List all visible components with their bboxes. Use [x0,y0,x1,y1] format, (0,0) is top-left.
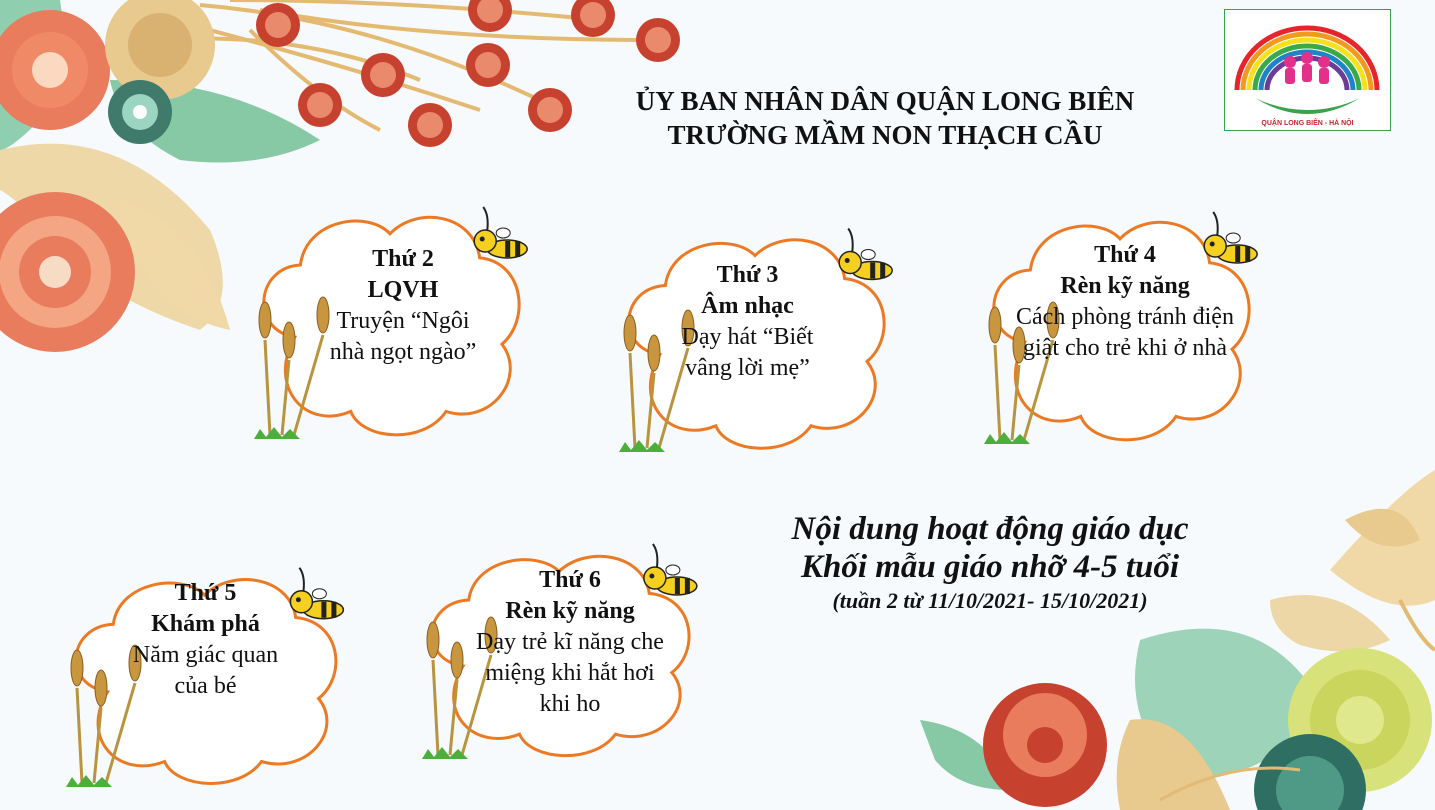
school-logo [1224,9,1391,131]
flower-coral-decoration [0,10,110,130]
schedule-cloud [250,205,530,445]
stem-decoration [1400,600,1435,650]
schedule-cloud [980,210,1260,450]
subject-label: LQVH [367,277,439,303]
topic-text: Dạy hát “Biết vâng lời mẹ” [681,324,814,381]
title-block [740,510,1240,616]
title-week-range: (tuần 2 từ 11/10/2021- 15/10/2021) [832,588,1148,613]
flower-red-decoration [983,683,1107,807]
schedule-cloud [615,228,895,458]
day-label: Thứ 3 [716,262,779,288]
day-label: Thứ 5 [174,580,237,606]
cloud-text [118,578,293,702]
schedule-cloud [62,568,347,793]
cloud-text [470,565,670,720]
school-header [540,84,1230,152]
header-school: TRƯỜNG MẦM NON THẠCH CẦU [667,120,1103,150]
children-icon [1284,52,1330,84]
rainbow-icon [1225,10,1390,130]
topic-text: Truyện “Ngôi nhà ngọt ngào” [329,308,477,365]
bee-icon [839,229,892,280]
topic-text: Dạy trẻ kĩ năng che miệng khi hắt hơi khi ho [476,629,664,717]
subject-label: Khám phá [151,611,260,637]
logo-bottom-text: QUẬN LONG BIÊN - HÀ NỘI [1261,120,1354,127]
subject-label: Rèn kỹ năng [505,598,635,624]
subject-label: Âm nhạc [701,293,794,319]
title-line2: Khối mẫu giáo nhỡ 4-5 tuổi [800,549,1180,585]
day-label: Thứ 2 [372,246,434,272]
flower-green-decoration [108,80,172,144]
cloud-text [1010,240,1240,364]
leaf-tan-decoration [1270,595,1390,651]
cloud-text [665,260,830,384]
topic-text: Cách phòng tránh điện giật cho trẻ khi ở nhà [1016,304,1234,361]
day-label: Thứ 4 [1094,242,1156,268]
topic-text: Năm giác quan của bé [132,642,279,699]
subject-label: Rèn kỹ năng [1060,273,1190,299]
day-label: Thứ 6 [539,567,601,593]
header-district: ỦY BAN NHÂN DÂN QUẬN LONG BIÊN [635,86,1135,116]
cloud-text [318,244,488,368]
title-line1: Nội dung hoạt động giáo dục [791,511,1189,547]
schedule-cloud [418,545,700,765]
bee-icon [290,568,343,619]
